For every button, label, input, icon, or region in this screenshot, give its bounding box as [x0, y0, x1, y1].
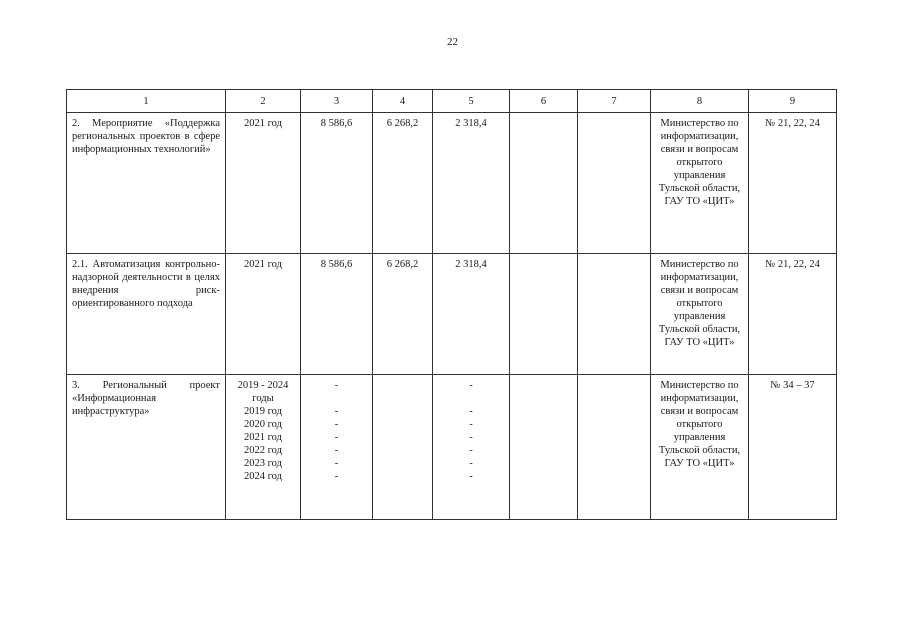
period-list	[226, 254, 300, 275]
header-cell: 5	[433, 90, 510, 113]
period-list	[226, 375, 300, 487]
col5-cell	[433, 113, 510, 254]
cell-line: -	[469, 458, 473, 469]
cell-line: -	[334, 432, 339, 443]
col3-list	[301, 254, 372, 275]
cell-line: 2 318,4	[455, 259, 487, 270]
activity-name-cell	[67, 113, 226, 254]
program-table	[66, 89, 837, 520]
indicators: № 21, 22, 24	[765, 259, 820, 270]
col7-list	[578, 113, 650, 121]
cell-line: 2019 - 2024 годы	[237, 380, 289, 404]
executor-cell	[651, 375, 749, 520]
col7-cell	[578, 113, 651, 254]
cell-line: 2021 год	[244, 432, 282, 443]
activity-name-cell	[67, 254, 226, 375]
period-list	[226, 113, 300, 134]
col3-list	[301, 375, 372, 487]
col4-cell	[373, 375, 433, 520]
cell-line: -	[334, 445, 339, 456]
executor-cell	[651, 254, 749, 375]
cell-line: -	[334, 419, 339, 430]
header-cell: 7	[578, 90, 651, 113]
cell-line: 2023 год	[244, 458, 282, 469]
indicators: № 21, 22, 24	[765, 118, 820, 129]
cell-line: 6 268,2	[386, 259, 419, 270]
cell-line: 2021 год	[244, 118, 282, 129]
header-cell: 2	[226, 90, 301, 113]
activity-name-cell	[67, 375, 226, 520]
page-number: 22	[447, 36, 458, 48]
period-cell	[226, 254, 301, 375]
col4-cell	[373, 113, 433, 254]
period-cell	[226, 113, 301, 254]
col4-list	[373, 375, 432, 383]
col4-list	[373, 254, 432, 275]
indicators-cell	[749, 375, 837, 520]
cell-line	[438, 392, 504, 405]
cell-line: -	[469, 471, 473, 482]
cell-line	[306, 392, 367, 405]
col6-cell	[510, 375, 578, 520]
cell-line: -	[469, 406, 473, 417]
col6-cell	[510, 254, 578, 375]
cell-line: -	[469, 432, 473, 443]
table-header-row	[67, 90, 837, 113]
col6-list	[510, 254, 577, 262]
cell-line: 2020 год	[244, 419, 282, 430]
cell-line: 2022 год	[244, 445, 282, 456]
executor: Министерство по информатизации, связи и вопросам открытого управления Тульской области, ГАУ ТО «ЦИТ»	[658, 118, 741, 207]
col5-list	[433, 375, 509, 487]
header-cell: 9	[749, 90, 837, 113]
col4-cell	[373, 254, 433, 375]
cell-line: 8 586,6	[320, 259, 353, 270]
cell-line: -	[334, 380, 339, 391]
col3-cell	[301, 113, 373, 254]
indicators-cell	[749, 254, 837, 375]
executor: Министерство по информатизации, связи и вопросам открытого управления Тульской области, ГАУ ТО «ЦИТ»	[658, 380, 741, 469]
cell-line: 2019 год	[244, 406, 282, 417]
col6-list	[510, 375, 577, 383]
header-cell: 3	[301, 90, 373, 113]
cell-line: 2021 год	[244, 259, 282, 270]
col5-cell	[433, 254, 510, 375]
col6-cell	[510, 113, 578, 254]
col5-cell	[433, 375, 510, 520]
cell-line: 2 318,4	[455, 118, 487, 129]
col7-list	[578, 375, 650, 383]
table-row	[67, 113, 837, 254]
col7-cell	[578, 254, 651, 375]
header-cell: 1	[67, 90, 226, 113]
cell-line: 8 586,6	[320, 118, 353, 129]
cell-line: -	[334, 406, 339, 417]
table-row	[67, 254, 837, 375]
period-cell	[226, 375, 301, 520]
col3-cell	[301, 375, 373, 520]
header-cell: 6	[510, 90, 578, 113]
activity-name: 2. Мероприятие «Поддержка региональных проектов в сфере информационных технологий»	[72, 118, 220, 155]
header-cell: 8	[651, 90, 749, 113]
cell-line: -	[469, 380, 473, 391]
col7-list	[578, 254, 650, 262]
cell-line: -	[469, 419, 473, 430]
table-row	[67, 375, 837, 520]
executor-cell	[651, 113, 749, 254]
col5-list	[433, 113, 509, 134]
col5-list	[433, 254, 509, 275]
indicators-cell	[749, 113, 837, 254]
header-cell: 4	[373, 90, 433, 113]
cell-line: -	[469, 445, 473, 456]
cell-line: 6 268,2	[386, 118, 419, 129]
activity-name: 3. Региональный проект «Информационная инфраструктура»	[72, 380, 220, 417]
cell-line: -	[334, 471, 339, 482]
col6-list	[510, 113, 577, 121]
cell-line: 2024 год	[244, 471, 282, 482]
executor: Министерство по информатизации, связи и вопросам открытого управления Тульской области, ГАУ ТО «ЦИТ»	[658, 259, 741, 348]
indicators: № 34 – 37	[770, 380, 815, 391]
col3-cell	[301, 254, 373, 375]
activity-name: 2.1. Автоматизация контрольно-надзорной деятельности в целях внедрения риск-ориентированного подхода	[72, 259, 220, 309]
cell-line: -	[334, 458, 339, 469]
col4-list	[373, 113, 432, 134]
col7-cell	[578, 375, 651, 520]
col3-list	[301, 113, 372, 134]
